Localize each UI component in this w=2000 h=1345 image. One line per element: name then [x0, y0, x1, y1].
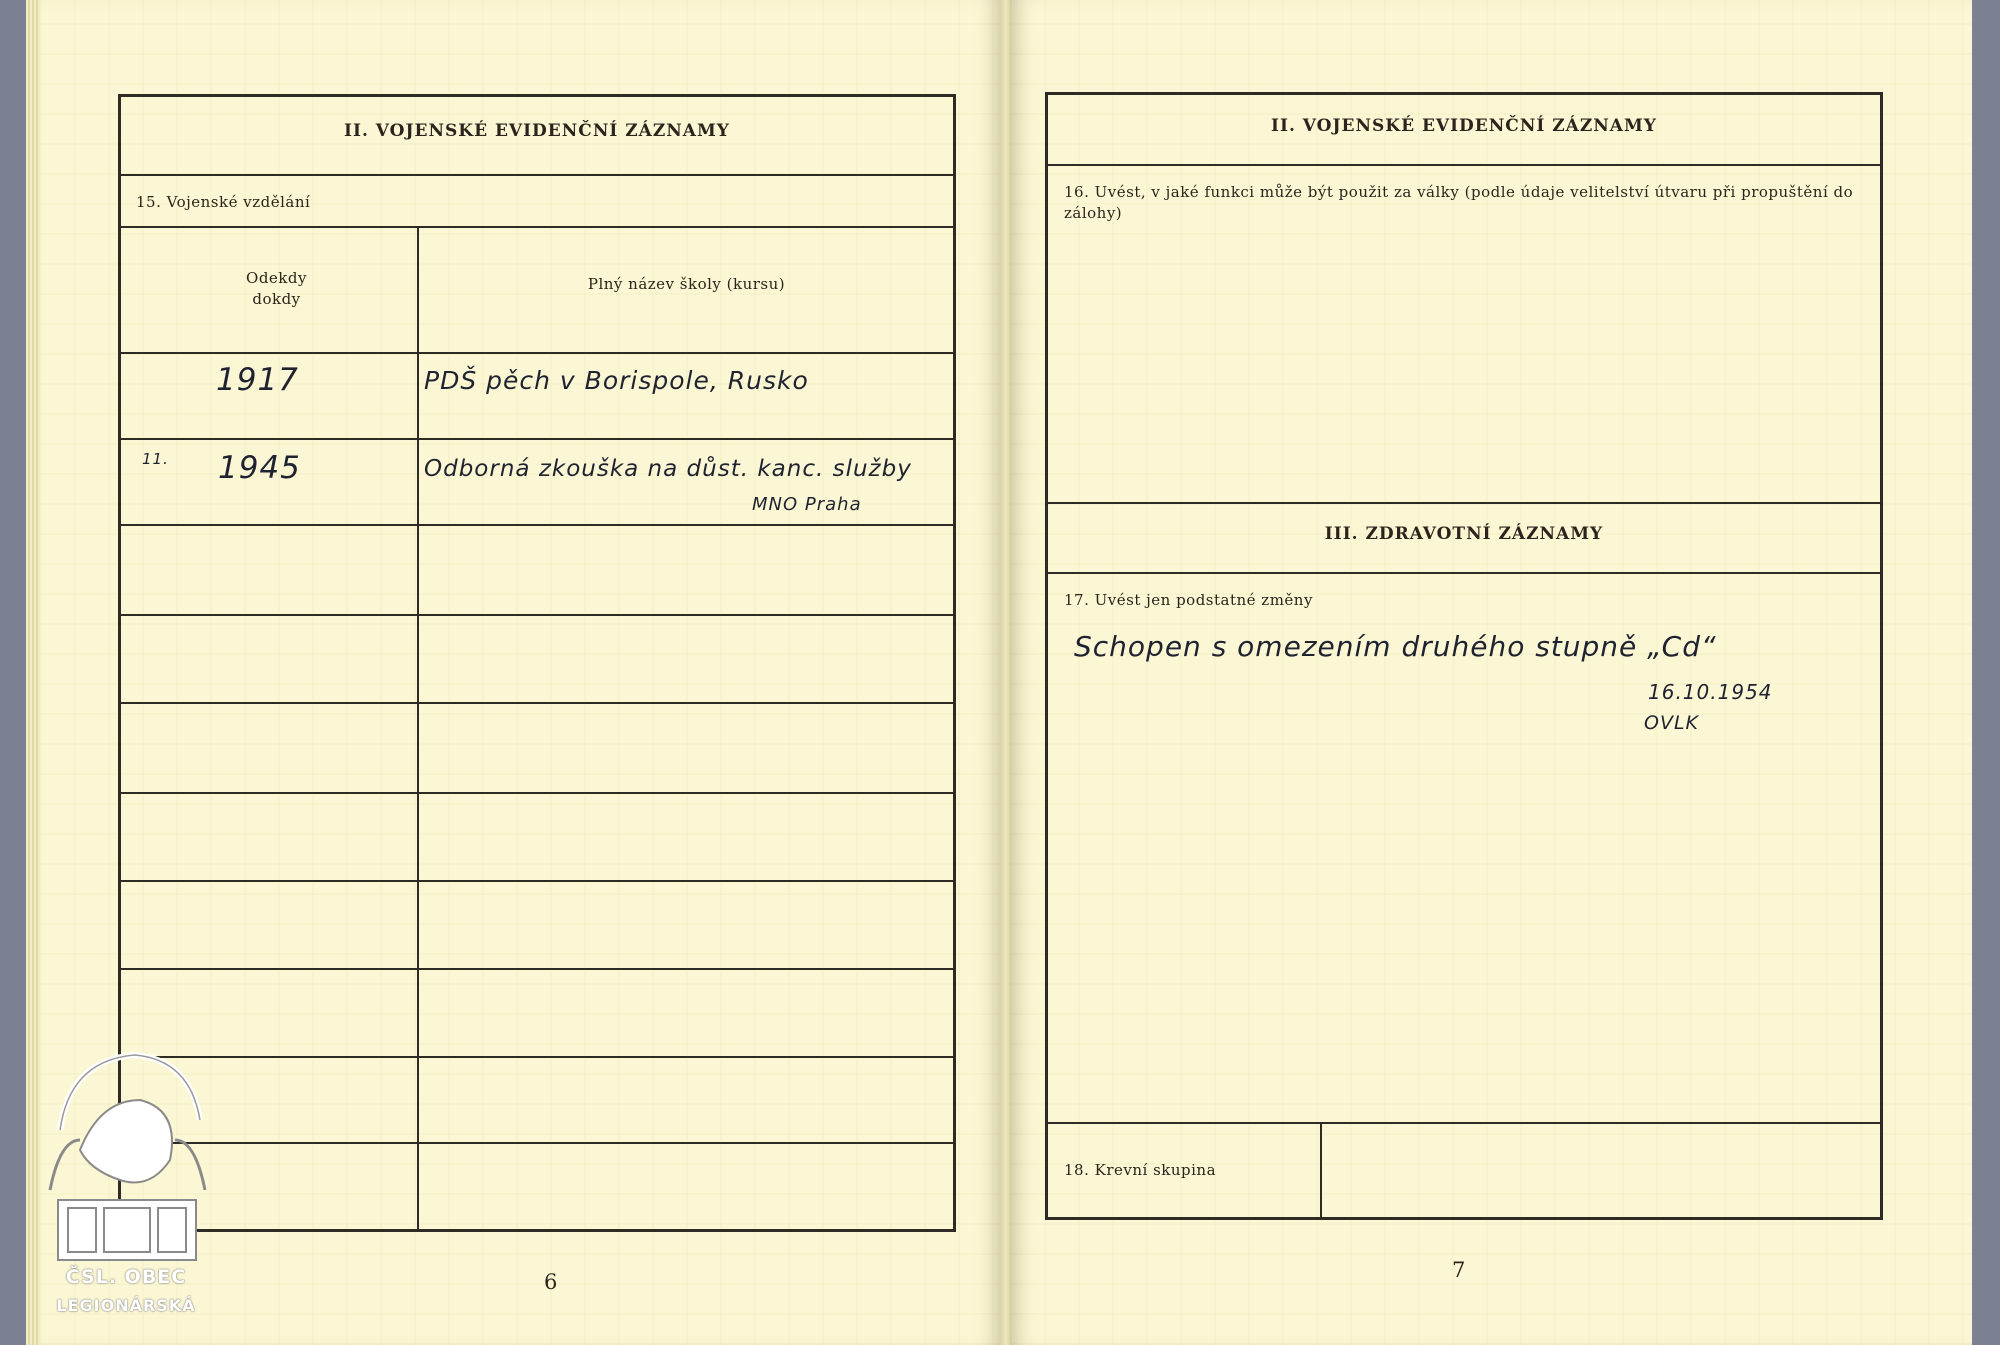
table-row-line [118, 1142, 956, 1144]
column-header-dates: Odekdy dokdy [246, 269, 307, 308]
row-1-school: PDŠ pěch v Borispole, Rusko [424, 366, 809, 395]
legion-stamp [40, 1040, 212, 1340]
divider [1045, 164, 1883, 166]
page-number-left: 6 [544, 1270, 558, 1294]
row-2-year: 1945 [218, 450, 301, 486]
section-16-label: 16. Uvést, v jaké funkci může být použit za války (podle údaje velitelství útvaru při propuštění do zálohy) [1064, 183, 1854, 222]
stamp-text-line-1: ČSL. OBEC [65, 1266, 187, 1288]
legion-emblem-icon [40, 1040, 212, 1340]
section-18-label: 18. Krevní skupina [1064, 1161, 1217, 1179]
divider [1045, 572, 1883, 574]
row-2-school-line2: MNO Praha [752, 494, 862, 515]
education-table [118, 94, 956, 1232]
table-row-line [118, 352, 956, 354]
divider [118, 226, 956, 228]
row-2-school: Odborná zkouška na důst. kanc. služby [424, 456, 912, 482]
page-number-right: 7 [1452, 1258, 1466, 1282]
column-divider [1320, 1122, 1322, 1220]
health-records-header: III. ZDRAVOTNÍ ZÁZNAMY [1324, 524, 1604, 544]
column-divider [417, 226, 419, 1232]
section-15-label: 15. Vojenské vzdělání [136, 193, 311, 211]
health-entry: Schopen s omezením druhého stupně „Cd“ [1074, 630, 1717, 663]
table-row-line [118, 792, 956, 794]
row-1-year: 1917 [216, 362, 299, 398]
health-entry-signature: OVLK [1644, 712, 1699, 734]
table-row-line [118, 702, 956, 704]
row-2-month: 11. [142, 450, 169, 468]
table-row-line [118, 438, 956, 440]
left-page-header: II. VOJENSKÉ EVIDENČNÍ ZÁZNAMY [344, 121, 730, 141]
table-row-line [118, 968, 956, 970]
table-row-line [118, 614, 956, 616]
right-page-header: II. VOJENSKÉ EVIDENČNÍ ZÁZNAMY [1271, 116, 1657, 136]
section-17-label: 17. Uvést jen podstatné změny [1064, 591, 1313, 609]
divider [1045, 1122, 1883, 1124]
divider [118, 174, 956, 176]
table-row-line [118, 880, 956, 882]
table-row-line [118, 1056, 956, 1058]
table-row-line [118, 524, 956, 526]
health-entry-date: 16.10.1954 [1648, 680, 1773, 704]
divider [1045, 502, 1883, 504]
column-header-school: Plný název školy (kursu) [587, 275, 786, 293]
stamp-text-line-2: LEGIONÁRSKÁ [56, 1296, 196, 1315]
